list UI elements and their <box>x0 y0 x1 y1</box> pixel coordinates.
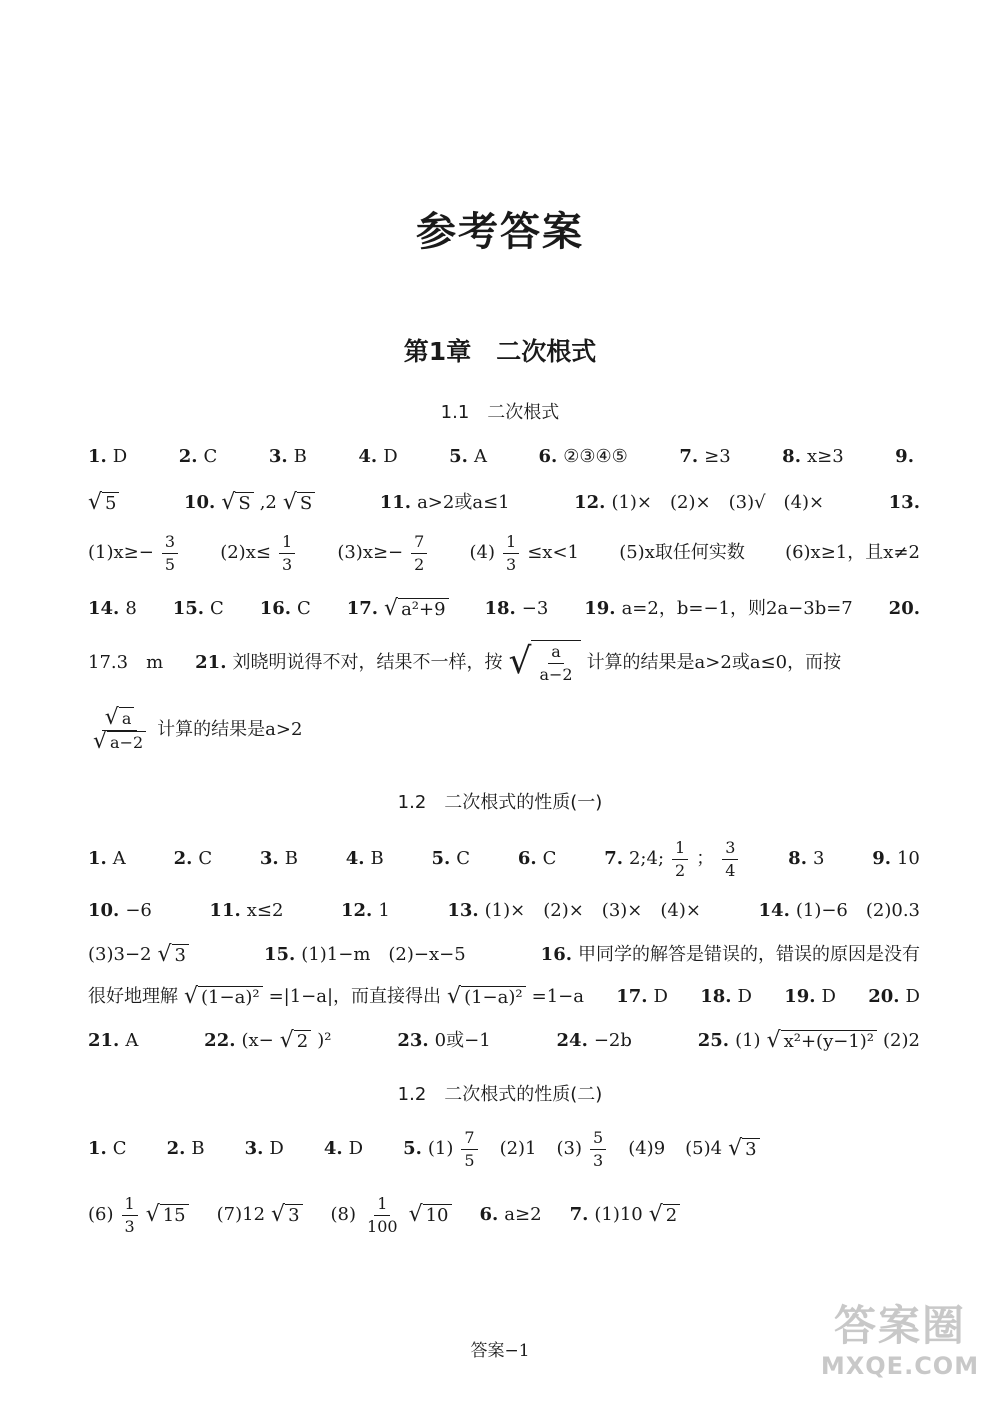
answer-line <box>88 836 920 882</box>
answer-item: 2. C <box>178 446 218 467</box>
answer-item: 7. 2;4; $\frac{1}{2}$ ； $\frac{3}{4}$ <box>604 837 740 882</box>
answer-line <box>88 1024 920 1058</box>
answer-item: 21. 刘晓明说得不对，结果不一样，按 √ $\frac{a}{a-2}$ 计算的结果是a>2或a≤0，而按 <box>195 641 842 684</box>
answer-item: 14. (1)−6 (2)0.3 <box>758 900 920 921</box>
answer-line <box>88 530 920 576</box>
chapter-heading: 第1章 二次根式 <box>403 337 597 366</box>
answer-item: 2. B <box>166 1138 205 1159</box>
answer-item: 7. ≥3 <box>679 446 731 467</box>
answer-item: √ a √ a−2 计算的结果是a>2 <box>93 704 303 754</box>
answer-item: 很好地理解 √ (1−a)² =|1−a|，而直接得出 √ (1−a)² =1−a <box>88 983 584 1009</box>
section-heading-1-1: 1.1 二次根式 <box>440 402 560 423</box>
answer-item: (1)x≥− $\frac{3}{5}$ <box>88 531 180 576</box>
answer-item: 15. C <box>172 598 224 619</box>
answer-item: 7. (1)10 √ 2 <box>570 1198 681 1232</box>
answer-item: 4. B <box>345 848 384 869</box>
answer-item: 17.3 m <box>88 652 164 673</box>
watermark <box>810 1300 990 1396</box>
answer-line <box>88 638 920 688</box>
question-number: 20. <box>888 598 920 619</box>
answer-line <box>88 1192 920 1238</box>
answer-item: 17. D <box>616 986 668 1007</box>
answer-item: 20. D <box>868 986 920 1007</box>
answer-item: (8) $\frac{1}{100}$ √ 10 <box>331 1193 452 1238</box>
page-title: 参考答案 <box>416 209 584 255</box>
answer-item: 16. C <box>259 598 311 619</box>
answer-item: 16. 甲同学的解答是错误的，错误的原因是没有 <box>540 944 920 965</box>
answer-item: 11. x≤2 <box>209 900 284 921</box>
answer-item: 19. D <box>784 986 836 1007</box>
answer-item: 12. (1)× (2)× (3)√ (4)× <box>574 492 825 513</box>
answer-line <box>88 938 920 972</box>
answer-item: (2)x≤ $\frac{1}{3}$ <box>220 531 297 576</box>
answer-item: 8. x≥3 <box>782 446 844 467</box>
answer-item: 10. √ S ,2 √ S <box>184 486 315 520</box>
answer-item: (3)3−2 √ 3 <box>88 938 189 972</box>
answer-item: 23. 0或−1 <box>397 1030 491 1051</box>
answer-item: 9. <box>895 446 914 467</box>
answer-item: 13. (1)× (2)× (3)× (4)× <box>447 900 701 921</box>
answer-item: 5. A <box>449 446 487 467</box>
answer-item: 6. C <box>517 848 557 869</box>
watermark-url: MXQE.COM <box>820 1352 980 1380</box>
answer-item: 14. 8 <box>88 598 137 619</box>
answer-item: 4. D <box>323 1138 364 1159</box>
answer-item: 11. a>2或a≤1 <box>379 492 510 513</box>
question-number: 13. <box>888 492 920 513</box>
answer-item: 10. −6 <box>88 900 152 921</box>
page-footer: 答案−1 <box>470 1341 530 1361</box>
answer-item: 25. (1) √ x²+(y−1)² (2)2 <box>697 1027 920 1053</box>
answer-item: 3. B <box>259 848 298 869</box>
answer-item: 1. D <box>88 446 128 467</box>
answer-item: 4. D <box>358 446 398 467</box>
answer-line <box>88 702 920 758</box>
answer-item: 21. A <box>88 1030 139 1051</box>
answer-item: 6. a≥2 <box>479 1204 542 1225</box>
section-heading-1-2-a: 1.2 二次根式的性质(一) <box>397 792 603 813</box>
answer-item: 19. a=2，b=−1，则2a−3b=7 <box>584 598 853 619</box>
section-heading-1-2-b: 1.2 二次根式的性质(二) <box>397 1084 603 1105</box>
answer-line <box>88 592 920 626</box>
answer-item: 22. (x− √ 2 )² <box>204 1027 332 1053</box>
answer-item: (5)x取任何实数 <box>619 542 745 563</box>
answer-item: 12. 1 <box>340 900 390 921</box>
answer-item: 2. C <box>173 848 213 869</box>
answer-item: (6) $\frac{1}{3}$ √ 15 <box>88 1193 189 1238</box>
answer-item: 18. D <box>700 986 752 1007</box>
answer-item: (6)x≥1，且x≠2 <box>785 542 920 563</box>
answer-item: 5. (1) $\frac{7}{5}$ (2)1 (3) $\frac{5}{3}$ (4)9 (5)4 √ 3 <box>403 1127 760 1172</box>
answer-item: (4) $\frac{1}{3}$ ≤x<1 <box>469 531 579 574</box>
answer-item: 1. A <box>88 848 126 869</box>
answer-item: 15. (1)1−m (2)−x−5 <box>263 944 466 965</box>
answer-line <box>88 486 920 520</box>
sqrt-expression: √ 5 <box>88 492 119 515</box>
answer-item: 3. B <box>268 446 307 467</box>
answer-line <box>88 1126 920 1172</box>
answer-item: 18. −3 <box>484 598 549 619</box>
answer-line <box>88 894 920 928</box>
answer-item: (7)12 √ 3 <box>217 1198 303 1232</box>
answer-item: (3)x≥− $\frac{7}{2}$ <box>337 531 429 576</box>
answer-item: 17. √ a²+9 <box>347 592 449 626</box>
answer-line <box>88 440 920 474</box>
answer-item: 8. 3 <box>788 848 825 869</box>
answer-item: 24. −2b <box>556 1030 632 1051</box>
answer-item: 6. ②③④⑤ <box>538 446 628 467</box>
answer-item: 5. C <box>431 848 471 869</box>
answer-line <box>88 980 920 1014</box>
watermark-logo: 答案圈 <box>833 1301 966 1350</box>
answer-item: 1. C <box>88 1138 127 1159</box>
answer-item: 9. 10 <box>872 848 920 869</box>
answer-item: 3. D <box>244 1138 284 1159</box>
